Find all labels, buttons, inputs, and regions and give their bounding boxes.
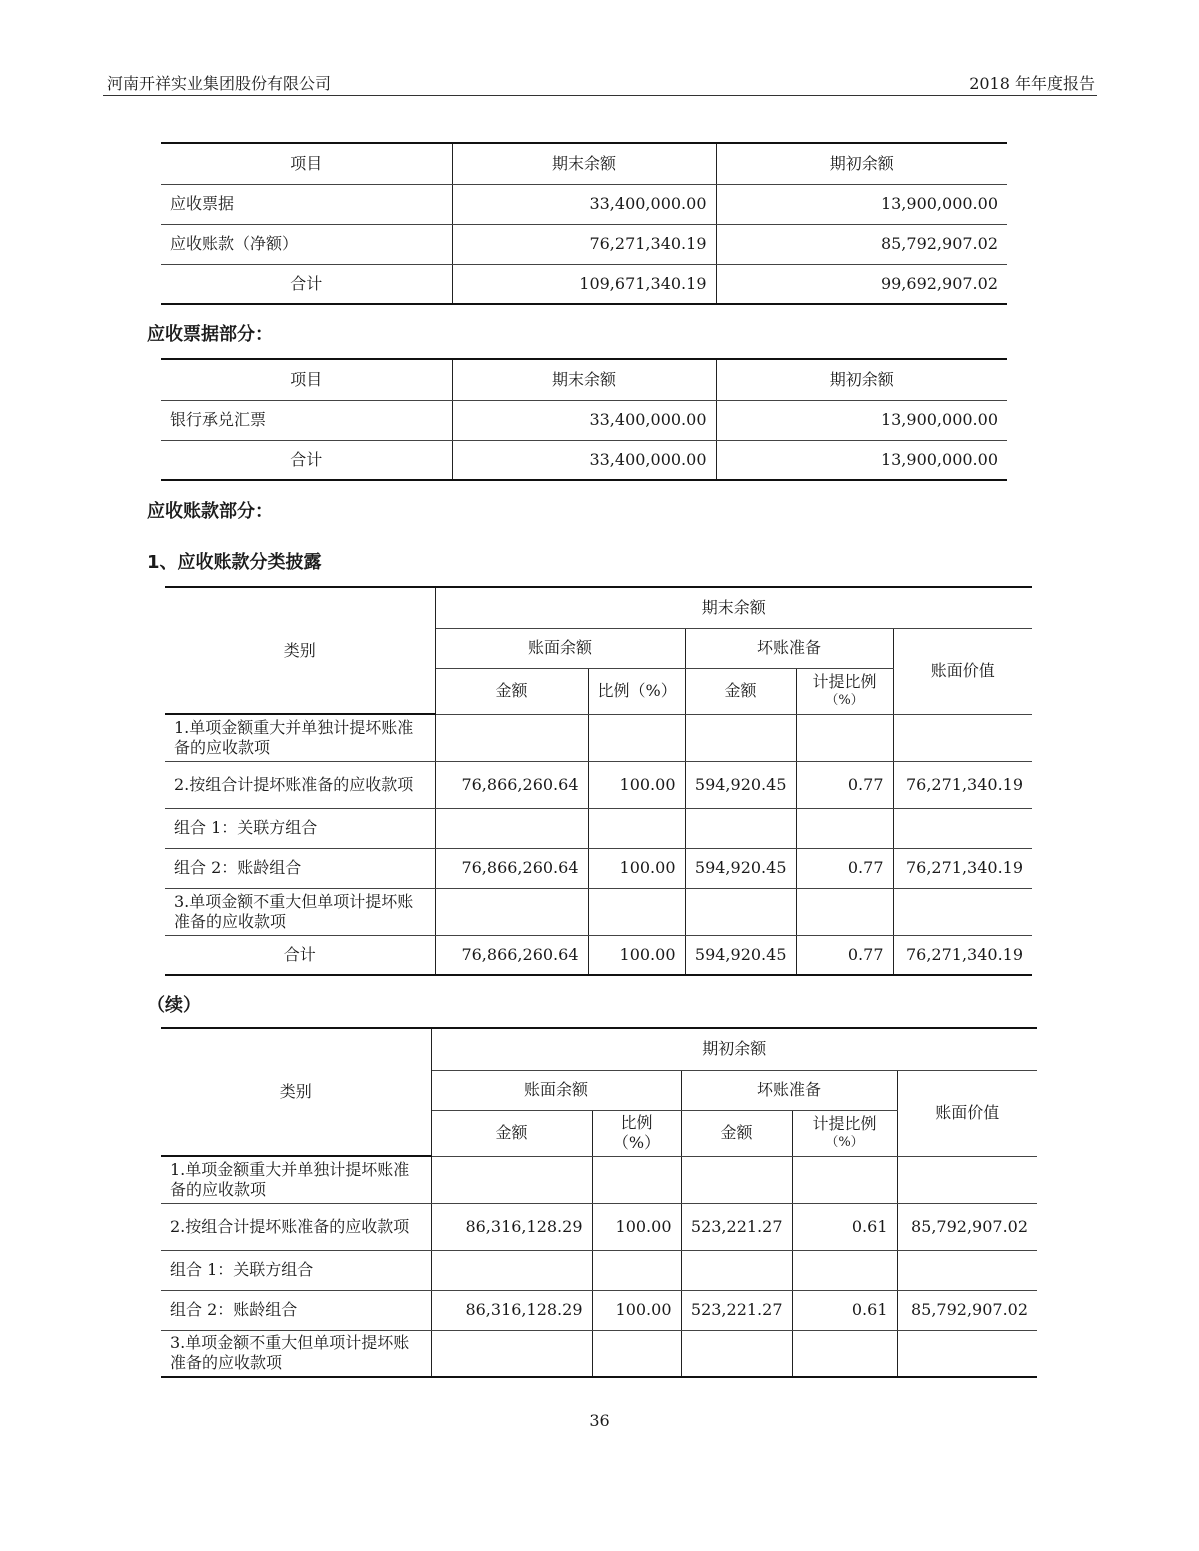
table-cell: 0.77	[796, 761, 893, 808]
table-cell: 594,920.45	[685, 935, 796, 975]
category-header: 类别	[165, 587, 435, 714]
table-cell	[792, 1330, 897, 1377]
table-cell: 109,671,340.19	[452, 264, 716, 304]
table-cell: 合计	[161, 440, 452, 480]
table-cell: 100.00	[592, 1290, 681, 1330]
table-cell: 85,792,907.02	[716, 224, 1007, 264]
provision-ratio-header: 计提比例 （%）	[796, 668, 893, 714]
table-cell: 100.00	[588, 935, 685, 975]
amount-header: 金额	[435, 668, 588, 714]
table-header: 期末余额	[452, 359, 716, 400]
table-cell: 86,316,128.29	[431, 1203, 592, 1250]
table-cell	[431, 1330, 592, 1377]
summary-table	[161, 142, 1007, 305]
table-cell	[681, 1330, 792, 1377]
amount-header: 金额	[431, 1110, 592, 1156]
period-header: 期初余额	[431, 1028, 1037, 1070]
table-cell	[435, 808, 588, 848]
table-cell: 3.单项金额不重大但单项计提坏账准备的应收款项	[161, 1330, 431, 1377]
period-header: 期末余额	[435, 587, 1032, 628]
table-cell: 594,920.45	[685, 848, 796, 888]
table-cell: 86,316,128.29	[431, 1290, 592, 1330]
table-cell: 33,400,000.00	[452, 400, 716, 440]
classification-table-closing	[165, 586, 1032, 976]
table-cell: 0.61	[792, 1290, 897, 1330]
table-cell: 33,400,000.00	[452, 184, 716, 224]
table-cell	[893, 808, 1032, 848]
table-cell	[435, 714, 588, 761]
book-value-header: 账面价值	[897, 1070, 1037, 1156]
table-cell: 76,866,260.64	[435, 848, 588, 888]
table-header: 期初余额	[716, 359, 1007, 400]
table-cell	[897, 1330, 1037, 1377]
table-cell: 组合 1：关联方组合	[161, 1250, 431, 1290]
table-cell: 0.77	[796, 935, 893, 975]
table-cell	[431, 1250, 592, 1290]
table-cell	[592, 1156, 681, 1203]
table-header: 项目	[161, 359, 452, 400]
table-cell: 合计	[165, 935, 435, 975]
bad-debt-header: 坏账准备	[681, 1070, 897, 1110]
table-cell	[897, 1250, 1037, 1290]
report-title: 2018 年年度报告	[969, 74, 1095, 93]
table-cell: 0.61	[792, 1203, 897, 1250]
book-value-header: 账面价值	[893, 628, 1032, 714]
table-cell: 33,400,000.00	[452, 440, 716, 480]
table-cell	[792, 1250, 897, 1290]
table-cell: 应收票据	[161, 184, 452, 224]
company-name: 河南开祥实业集团股份有限公司	[107, 74, 332, 93]
table-cell: 85,792,907.02	[897, 1203, 1037, 1250]
table-cell	[796, 888, 893, 935]
table-cell	[796, 714, 893, 761]
table-cell	[685, 808, 796, 848]
table-cell: 99,692,907.02	[716, 264, 1007, 304]
table-cell: 76,271,340.19	[893, 848, 1032, 888]
table-cell	[792, 1156, 897, 1203]
provision-ratio-header: 计提比例 （%）	[792, 1110, 897, 1156]
table-cell: 523,221.27	[681, 1290, 792, 1330]
table-cell: 76,866,260.64	[435, 935, 588, 975]
table-cell: 银行承兑汇票	[161, 400, 452, 440]
table-cell: 组合 1：关联方组合	[165, 808, 435, 848]
continued-label: （续）	[147, 995, 201, 1016]
classification-table-opening	[161, 1027, 1037, 1378]
table-cell: 594,920.45	[685, 761, 796, 808]
page-number: 36	[589, 1411, 610, 1430]
table-cell: 100.00	[592, 1203, 681, 1250]
bad-debt-header: 坏账准备	[685, 628, 893, 668]
amount-header: 金额	[685, 668, 796, 714]
table-cell	[588, 888, 685, 935]
book-balance-header: 账面余额	[431, 1070, 681, 1110]
table-cell: 76,271,340.19	[893, 935, 1032, 975]
table-cell: 合计	[161, 264, 452, 304]
amount-header: 金额	[681, 1110, 792, 1156]
table-cell	[796, 808, 893, 848]
table-header: 期初余额	[716, 143, 1007, 184]
table-cell: 组合 2：账龄组合	[165, 848, 435, 888]
table-cell: 13,900,000.00	[716, 184, 1007, 224]
table-cell	[681, 1250, 792, 1290]
table-cell	[685, 888, 796, 935]
table-cell: 2.按组合计提坏账准备的应收款项	[165, 761, 435, 808]
table-cell: 76,271,340.19	[452, 224, 716, 264]
table-cell	[431, 1156, 592, 1203]
table-cell: 76,866,260.64	[435, 761, 588, 808]
table-cell: 76,271,340.19	[893, 761, 1032, 808]
table-cell: 组合 2：账龄组合	[161, 1290, 431, 1330]
table-cell: 1.单项金额重大并单独计提坏账准备的应收款项	[161, 1156, 431, 1203]
table-cell: 523,221.27	[681, 1203, 792, 1250]
table-cell	[588, 808, 685, 848]
table-cell: 100.00	[588, 848, 685, 888]
category-header: 类别	[161, 1028, 431, 1156]
table-cell: 85,792,907.02	[897, 1290, 1037, 1330]
section-heading: 应收账款部分：	[147, 501, 273, 522]
table-cell	[592, 1250, 681, 1290]
table-cell: 13,900,000.00	[716, 400, 1007, 440]
table-cell	[893, 888, 1032, 935]
section-heading: 1、应收账款分类披露	[147, 552, 322, 573]
table-cell	[897, 1156, 1037, 1203]
table-cell: 100.00	[588, 761, 685, 808]
table-cell	[681, 1156, 792, 1203]
notes-receivable-table	[161, 358, 1007, 481]
table-cell	[435, 888, 588, 935]
table-cell	[588, 714, 685, 761]
header-divider	[103, 95, 1097, 96]
table-cell: 1.单项金额重大并单独计提坏账准备的应收款项	[165, 714, 435, 761]
ratio-header: 比例（%）	[592, 1110, 681, 1156]
ratio-header: 比例（%）	[588, 668, 685, 714]
section-heading: 应收票据部分：	[147, 324, 273, 345]
table-header: 项目	[161, 143, 452, 184]
table-header: 期末余额	[452, 143, 716, 184]
table-cell	[592, 1330, 681, 1377]
table-cell: 2.按组合计提坏账准备的应收款项	[161, 1203, 431, 1250]
book-balance-header: 账面余额	[435, 628, 685, 668]
table-cell: 3.单项金额不重大但单项计提坏账准备的应收款项	[165, 888, 435, 935]
table-cell: 应收账款（净额）	[161, 224, 452, 264]
table-cell	[893, 714, 1032, 761]
table-cell: 13,900,000.00	[716, 440, 1007, 480]
table-cell: 0.77	[796, 848, 893, 888]
table-cell	[685, 714, 796, 761]
